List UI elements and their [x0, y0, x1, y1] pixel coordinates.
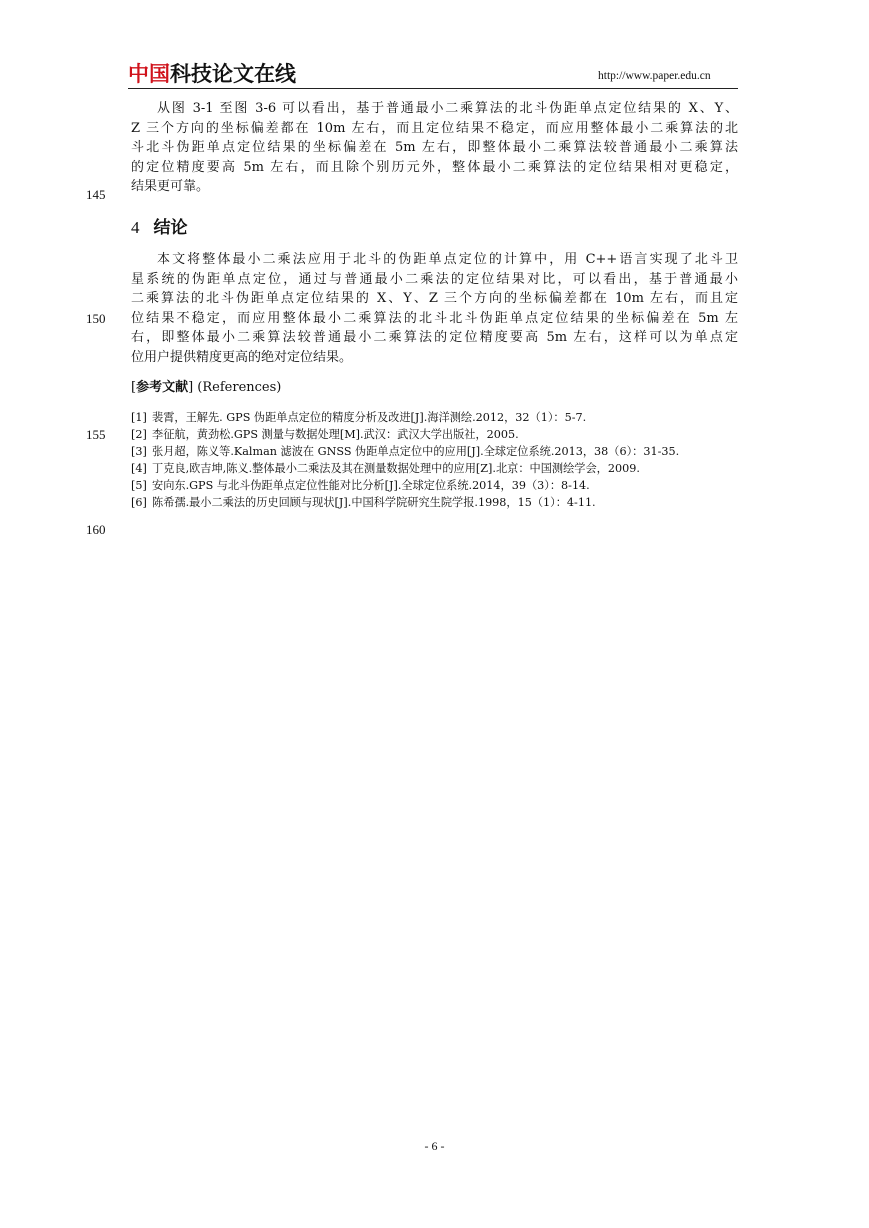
references-title: [131, 376, 281, 395]
text-line: 的定位精度要高 5m 左右，而且除个别历元外，整体最小二乘算法的定位结果相对更稳定，: [131, 159, 738, 175]
line-number: 155: [86, 427, 106, 442]
section-heading: [131, 213, 188, 238]
header-divider: [128, 88, 738, 89]
site-logo: [128, 62, 296, 86]
text-line: 斗北斗伪距单点定位结果的坐标偏差在 5m 左右，即整体最小二乘算法较普通最小二乘算法: [131, 140, 738, 155]
reference-text: 裴霄，王解先. GPS 伪距单点定位的精度分析及改进[J].海洋测绘.2012，32（1）：5-7.: [152, 411, 587, 424]
text-line: 从图 3-1 至图 3-6 可以看出，基于普通最小二乘算法的北斗伪距单点定位结果的 X、Y、: [157, 101, 738, 116]
reference-number: [1]: [131, 411, 147, 424]
text-line: 右，即整体最小二乘算法较普通最小二乘算法的定位精度要高 5m 左右，这样可以为单点定: [131, 330, 738, 345]
reference-item: [131, 443, 679, 460]
reference-item: [131, 426, 519, 443]
header-url: http://www.paper.edu.cn: [598, 70, 711, 82]
page-number: - 6 -: [424, 1139, 445, 1153]
text-line: 本文将整体最小二乘法应用于北斗的伪距单点定位的计算中，用 C++语言实现了北斗卫: [157, 252, 738, 267]
line-number: 150: [86, 311, 106, 326]
reference-item: [131, 477, 590, 494]
text-line: 位结果不稳定，而应用整体最小二乘算法的北斗北斗伪距单点定位结果的坐标偏差在 5m 左: [131, 310, 738, 326]
reference-text: 丁克良,欧吉坤,陈义.整体最小二乘法及其在测量数据处理中的应用[Z].北京：中国测绘学会，2009.: [152, 462, 640, 475]
logo-red-text: 中国: [128, 62, 170, 86]
section-number: 4: [131, 218, 140, 237]
references-title-cn: 参考文献: [136, 380, 189, 395]
reference-text: 张月超，陈义等.Kalman 滤波在 GNSS 伪距单点定位中的应用[J].全球定位系统.2013，38（6）：31-35.: [152, 445, 680, 458]
reference-item: [131, 409, 586, 426]
references-bracket-open: [: [131, 380, 137, 395]
reference-text: 陈希孺.最小二乘法的历史回顾与现状[J].中国科学院研究生院学报.1998，15（1）：4-11.: [152, 496, 596, 509]
reference-number: [2]: [131, 428, 147, 441]
text-line: 二乘算法的北斗伪距单点定位结果的 X、Y、Z 三个方向的坐标偏差都在 10m 左右，而且定: [131, 291, 738, 306]
text-line: Z 三个方向的坐标偏差都在 10m 左右，而且定位结果不稳定，而应用整体最小二乘算法的北: [131, 120, 738, 136]
text-line: 星系统的伪距单点定位，通过与普通最小二乘法的定位结果对比，可以看出，基于普通最小: [131, 271, 738, 287]
reference-text: 安向东.GPS 与北斗伪距单点定位性能对比分析[J].全球定位系统.2014，39（3）：8-14.: [152, 479, 590, 492]
reference-number: [6]: [131, 496, 147, 509]
line-number: 145: [86, 187, 106, 202]
reference-number: [4]: [131, 462, 147, 475]
text-line: 位用户提供精度更高的绝对定位结果。: [131, 349, 353, 365]
references-title-en: ] (References): [188, 380, 282, 395]
reference-number: [3]: [131, 445, 147, 458]
reference-item: [131, 494, 596, 511]
section-title: 结论: [153, 218, 188, 238]
paragraph-results: [131, 99, 738, 197]
reference-number: [5]: [131, 479, 147, 492]
paragraph-conclusion: [131, 250, 738, 367]
logo-black-text: 科技论文在线: [170, 62, 296, 86]
text-line: 结果更可靠。: [131, 179, 210, 194]
reference-item: [131, 460, 640, 477]
line-number: 160: [86, 522, 106, 537]
reference-text: 李征航，黄劲松.GPS 测量与数据处理[M].武汉：武汉大学出版社，2005.: [152, 428, 519, 441]
